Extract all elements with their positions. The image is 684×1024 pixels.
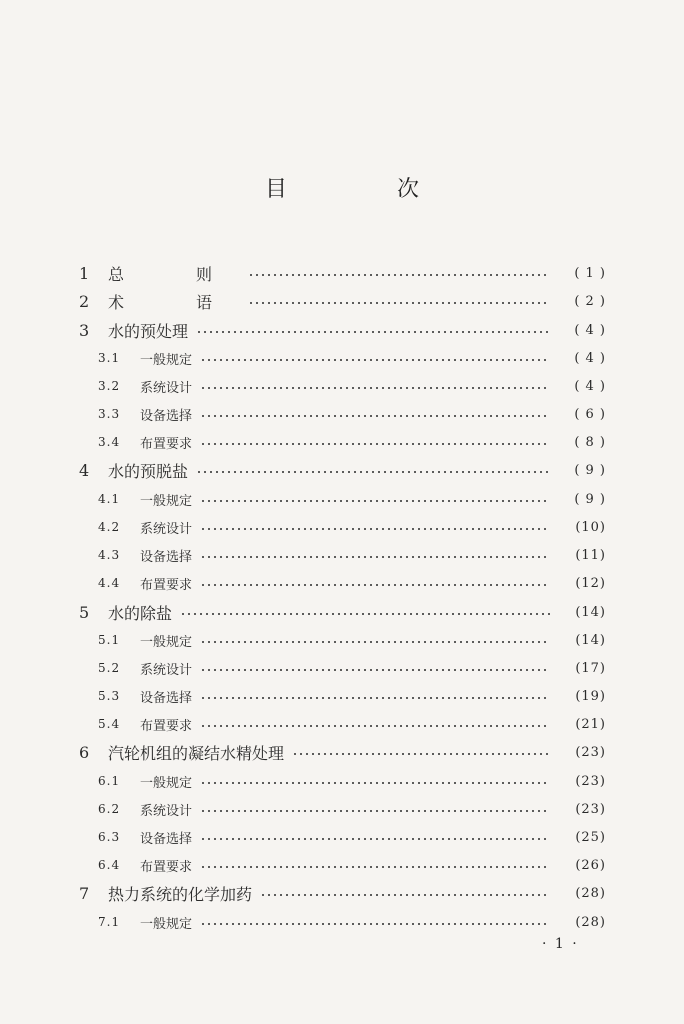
toc-entry <box>98 713 606 735</box>
toc-entry-number: 4 <box>79 460 90 480</box>
toc-entry <box>98 629 606 651</box>
toc-entry <box>98 657 606 679</box>
toc-entry-page: (19) <box>575 688 606 704</box>
toc-entry-number: 3.4 <box>98 435 121 449</box>
toc-entry-title: 总 则 <box>108 264 241 284</box>
toc-entry-number: 4.3 <box>98 548 121 562</box>
dot-leader <box>200 498 550 504</box>
toc-entry-title: 热力系统的化学加药 <box>108 884 253 904</box>
dot-leader <box>200 695 550 701</box>
toc-entry-number: 5.4 <box>98 717 121 731</box>
toc-entry <box>98 911 606 933</box>
toc-entry-number: 6.4 <box>98 858 121 872</box>
dot-leader <box>200 667 550 673</box>
toc-entry-number: 4.1 <box>98 492 121 506</box>
toc-entry-page: ( 4 ) <box>574 378 606 394</box>
toc-entry-title: 一般规定 <box>140 916 193 932</box>
toc-entry-page: ( 4 ) <box>574 350 606 366</box>
dot-leader <box>200 864 550 870</box>
dot-leader <box>200 639 550 645</box>
toc-entry-page: ( 9 ) <box>574 491 606 507</box>
dot-leader <box>200 554 550 560</box>
toc-entry-page: (23) <box>575 773 606 789</box>
toc-entry-number: 3.2 <box>98 379 121 393</box>
dot-leader <box>180 611 550 617</box>
toc-entry <box>98 488 606 510</box>
toc-entry-title: 系统设计 <box>140 803 193 819</box>
toc-entry-number: 5.1 <box>98 633 121 647</box>
dot-leader <box>200 582 550 588</box>
toc-entry <box>98 403 606 425</box>
toc-entry <box>98 347 606 369</box>
toc-entry-page: (14) <box>575 604 606 620</box>
toc-entry-page: (28) <box>575 914 606 930</box>
toc-entry <box>98 854 606 876</box>
toc-entry-title: 布置要求 <box>140 859 193 875</box>
dot-leader <box>200 441 550 447</box>
toc-entry-title: 系统设计 <box>140 521 193 537</box>
toc-entry-number: 4.4 <box>98 576 121 590</box>
toc-entry-page: ( 6 ) <box>574 406 606 422</box>
toc-entry-page: ( 4 ) <box>574 322 606 338</box>
toc-entry-number: 6.3 <box>98 830 121 844</box>
toc-entry-page: (23) <box>575 801 606 817</box>
toc-entry <box>98 516 606 538</box>
toc-entry <box>98 572 606 594</box>
dot-leader <box>248 300 550 306</box>
toc-entry-title: 布置要求 <box>140 718 193 734</box>
toc-entry <box>98 826 606 848</box>
toc-entry-number: 3 <box>79 320 90 340</box>
toc-entry-number: 5.3 <box>98 689 121 703</box>
toc-entry-number: 5 <box>79 602 90 622</box>
toc-entry-page: (10) <box>575 519 606 535</box>
toc-entry-title: 系统设计 <box>140 662 193 678</box>
toc-entry-number: 6.2 <box>98 802 121 816</box>
toc-entry <box>98 544 606 566</box>
toc-entry-page: (28) <box>575 885 606 901</box>
toc-entry-number: 7 <box>79 883 90 903</box>
toc-entry-page: (11) <box>575 547 606 563</box>
dot-leader <box>200 413 550 419</box>
dot-leader <box>200 921 550 927</box>
toc-entry <box>79 601 606 623</box>
toc-entry-title: 汽轮机组的凝结水精处理 <box>108 743 285 763</box>
dot-leader <box>200 526 550 532</box>
dot-leader <box>292 751 550 757</box>
toc-entry-number: 3.1 <box>98 351 121 365</box>
toc-entry-title: 布置要求 <box>140 436 193 452</box>
toc-entry-title: 布置要求 <box>140 577 193 593</box>
dot-leader <box>260 892 550 898</box>
dot-leader <box>196 469 550 475</box>
toc-entry <box>98 685 606 707</box>
dot-leader <box>196 329 550 335</box>
dot-leader <box>200 357 550 363</box>
toc-entry-title: 一般规定 <box>140 352 193 368</box>
toc-entry-page: (23) <box>575 744 606 760</box>
toc-entry-page: (12) <box>575 575 606 591</box>
toc-entry-title: 设备选择 <box>140 549 193 565</box>
dot-leader <box>200 808 550 814</box>
toc-entry-title: 术 语 <box>108 292 241 312</box>
page-number: · 1 · <box>542 936 579 952</box>
toc-entry-title: 系统设计 <box>140 380 193 396</box>
toc-entry-page: (21) <box>575 716 606 732</box>
toc-entry <box>98 375 606 397</box>
toc-entry <box>79 882 606 904</box>
dot-leader <box>200 836 550 842</box>
toc-entry <box>79 459 606 481</box>
dot-leader <box>200 780 550 786</box>
toc-entry-page: ( 1 ) <box>574 265 606 281</box>
toc-entry-title: 水的预处理 <box>108 321 189 341</box>
toc-entry <box>98 770 606 792</box>
toc-entry-page: ( 8 ) <box>574 434 606 450</box>
toc-entry <box>79 741 606 763</box>
toc-entry-number: 1 <box>79 263 90 283</box>
toc-entry-title: 一般规定 <box>140 493 193 509</box>
dot-leader <box>200 385 550 391</box>
toc-entry-title: 设备选择 <box>140 690 193 706</box>
toc-entry <box>98 431 606 453</box>
toc-entry-number: 2 <box>79 291 90 311</box>
toc-entry-title: 设备选择 <box>140 831 193 847</box>
toc-entry-page: ( 9 ) <box>574 462 606 478</box>
toc-entry <box>79 290 606 312</box>
toc-entry <box>79 319 606 341</box>
dot-leader <box>248 272 550 278</box>
dot-leader <box>200 723 550 729</box>
toc-entry-page: (14) <box>575 632 606 648</box>
toc-entry-page: (25) <box>575 829 606 845</box>
toc-entry <box>98 798 606 820</box>
toc-entry-number: 6 <box>79 742 90 762</box>
toc-entry-number: 4.2 <box>98 520 121 534</box>
toc-entry-title: 一般规定 <box>140 634 193 650</box>
toc-entry-number: 3.3 <box>98 407 121 421</box>
toc-entry-title: 设备选择 <box>140 408 193 424</box>
toc-entry-title: 一般规定 <box>140 775 193 791</box>
toc-entry <box>79 262 606 284</box>
toc-entry-title: 水的除盐 <box>108 603 173 623</box>
toc-entry-number: 6.1 <box>98 774 121 788</box>
toc-entry-number: 7.1 <box>98 915 121 929</box>
toc-entry-page: (17) <box>575 660 606 676</box>
toc-entry-number: 5.2 <box>98 661 121 675</box>
toc-entry-title: 水的预脱盐 <box>108 461 189 481</box>
toc-entry-page: ( 2 ) <box>574 293 606 309</box>
toc-entry-page: (26) <box>575 857 606 873</box>
page-title: 目 次 <box>264 177 463 202</box>
